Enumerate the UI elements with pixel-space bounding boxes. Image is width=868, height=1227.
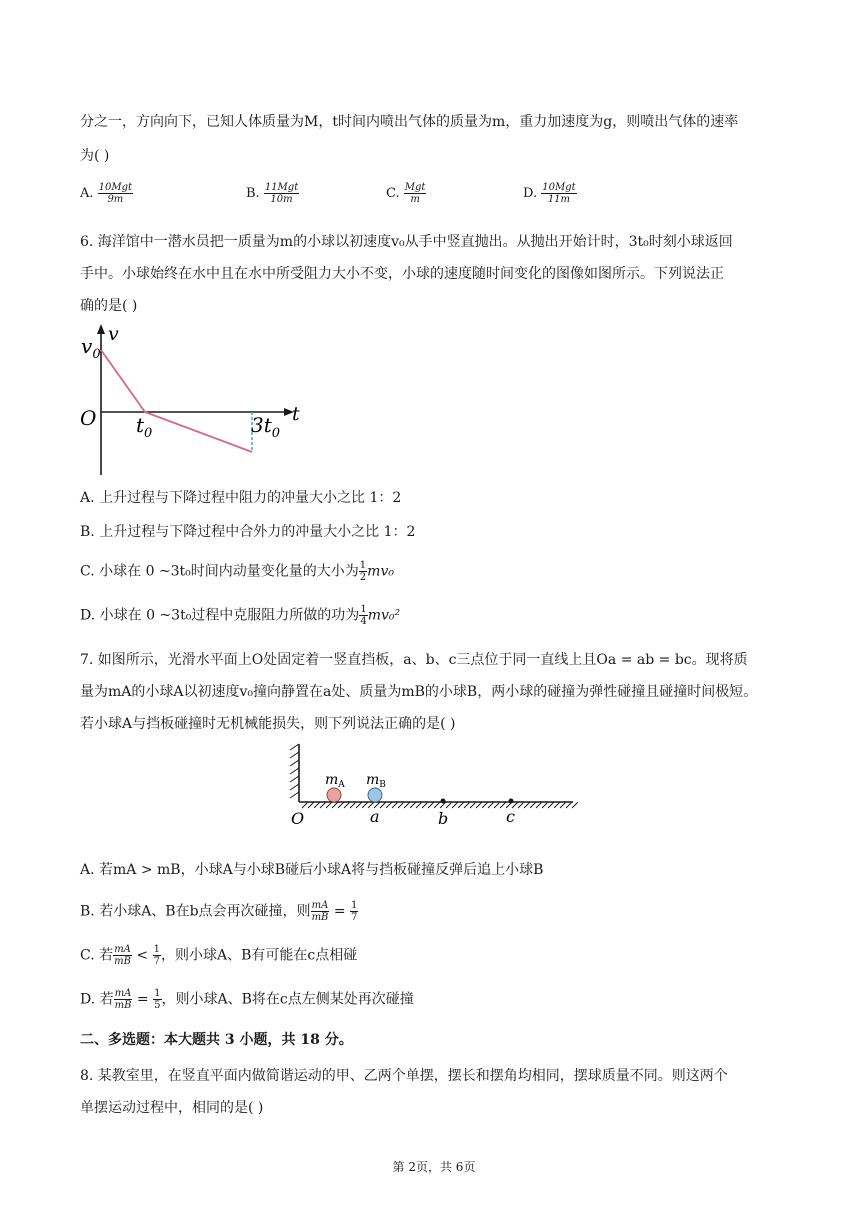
q7-option-b-mass-ratio: $\frac{mA}{mB}$ (311, 900, 329, 923)
q6-line-3: 确的是( ) (80, 298, 138, 314)
origin-label: O (80, 406, 97, 430)
q6-option-d[interactable]: D. 小球在 0 ~3t₀过程中克服阻力所做的功为 $\frac{1}{4}$ mv₀² (80, 604, 401, 627)
v-axis-arrow (97, 324, 105, 334)
t-axis-label: t (292, 403, 300, 425)
q5-option-a[interactable]: A. $\frac{\text{10Mgt}}{9m}$ (80, 182, 133, 205)
velocity-line (101, 350, 252, 452)
q7-option-c-fraction: $\frac{1}{7}$ (153, 944, 160, 967)
point-o-label: O (291, 809, 305, 828)
q7-option-b-fraction: $\frac{1}{7}$ (351, 900, 358, 923)
q8-line-1: 8. 某教室里，在竖直平面内做简谐运动的甲、乙两个单摆，摆长和摆角均相同，摆球质量不同。则这两个 (80, 1068, 728, 1084)
q5-option-c-fraction: $\frac{\text{Mgt}}{m}$ (404, 182, 426, 205)
q5-option-b-fraction: $\frac{\text{11Mgt}}{10m}$ (264, 182, 299, 205)
q7-line-2: 量为mA的小球A以初速度v₀撞向静置在a处、质量为mB的小球B，两小球的碰撞为弹性碰撞且碰撞时间极短。 (80, 684, 758, 700)
q7-option-a[interactable]: A. 若mA > mB，小球A与小球B碰后小球A将与挡板碰撞反弹后追上小球B (80, 862, 544, 878)
v0-label: $v_0$ (81, 334, 101, 362)
q5-option-d-fraction: $\frac{\text{10Mgt}}{11m}$ (542, 182, 576, 205)
q6-line-1: 6. 海洋馆中一潜水员把一质量为m的小球以初速度v₀从手中竖直抛出。从抛出开始计时，3t₀时刻小球返回 (80, 234, 733, 250)
ball-a-label: $m_A$ (325, 772, 345, 790)
page-footer: 第 2页，共 6页 (392, 1160, 476, 1174)
q6-option-a[interactable]: A. 上升过程与下降过程中阻力的冲量大小之比 1：2 (80, 490, 402, 506)
q6-option-c[interactable]: C. 小球在 0 ~3t₀时间内动量变化量的大小为 $\frac{1}{2}$ mv₀ (80, 560, 394, 583)
q6-line-2: 手中。小球始终在水中且在水中所受阻力大小不变，小球的速度随时间变化的图像如图所示。下列说法正 (80, 266, 724, 282)
point-c-dot (509, 799, 514, 804)
q8-line-2: 单摆运动过程中，相同的是( ) (80, 1100, 264, 1116)
point-a-label: a (370, 807, 380, 826)
q5-line-1: 分之一，方向向下，已知人体质量为M，t时间内喷出气体的质量为m，重力加速度为g，则喷出气体的速率 (80, 114, 739, 130)
ball-a (327, 788, 341, 802)
q5-line-2: 为( ) (80, 148, 110, 164)
q7-option-b[interactable]: B. 若小球A、B在b点会再次碰撞，则 $\frac{mA}{mB}$ = $\frac{1}{7}$ (80, 900, 358, 923)
q5-option-c[interactable]: C. $\frac{\text{Mgt}}{m}$ (386, 182, 426, 205)
q5-option-a-fraction: $\frac{\text{10Mgt}}{9m}$ (98, 182, 133, 205)
q6-option-b[interactable]: B. 上升过程与下降过程中合外力的冲量大小之比 1：2 (80, 524, 416, 540)
q7-option-c-mass-ratio: $\frac{mA}{mB}$ (114, 944, 131, 967)
q7-option-c[interactable]: C. 若 $\frac{mA}{mB}$ < $\frac{1}{7}$ ，则小球A、B有可能在c点相碰 (80, 944, 358, 967)
q7-option-d[interactable]: D. 若 $\frac{mA}{mB}$ = $\frac{1}{5}$ ，则小球A、B将在c点左侧某处再次碰撞 (80, 988, 414, 1011)
point-c-label: c (506, 807, 515, 826)
q5-option-b[interactable]: B. $\frac{\text{11Mgt}}{10m}$ (246, 182, 299, 205)
ball-b (368, 788, 382, 802)
q6-velocity-time-graph (70, 320, 310, 480)
q7-line-1: 7. 如图所示，光滑水平面上O处固定着一竖直挡板，a、b、c三点位于同一直线上且Oa = ab = bc。现将质 (80, 652, 748, 668)
t3-label: $3t_0$ (251, 413, 281, 441)
ball-b-label: $m_B$ (366, 772, 386, 790)
floor-hatching (302, 802, 578, 808)
section-2-heading: 二、多选题：本大题共 3 小题，共 18 分。 (80, 1032, 353, 1048)
q7-option-d-fraction: $\frac{1}{5}$ (154, 988, 161, 1011)
wall-hatching (290, 744, 299, 802)
point-b-dot (441, 799, 446, 804)
q7-option-d-mass-ratio: $\frac{mA}{mB}$ (114, 988, 132, 1011)
q6-option-c-fraction: $\frac{1}{2}$ (359, 560, 367, 583)
t0-label: $t_0$ (136, 413, 153, 441)
q7-line-3: 若小球A与挡板碰撞时无机械能损失，则下列说法正确的是( ) (80, 716, 456, 732)
point-b-label: b (438, 809, 449, 828)
v-axis-label: v (108, 323, 119, 345)
q7-collision-figure (288, 740, 578, 830)
q6-option-d-fraction: $\frac{1}{4}$ (360, 604, 367, 627)
q5-option-d[interactable]: D. $\frac{\text{10Mgt}}{11m}$ (523, 182, 576, 205)
